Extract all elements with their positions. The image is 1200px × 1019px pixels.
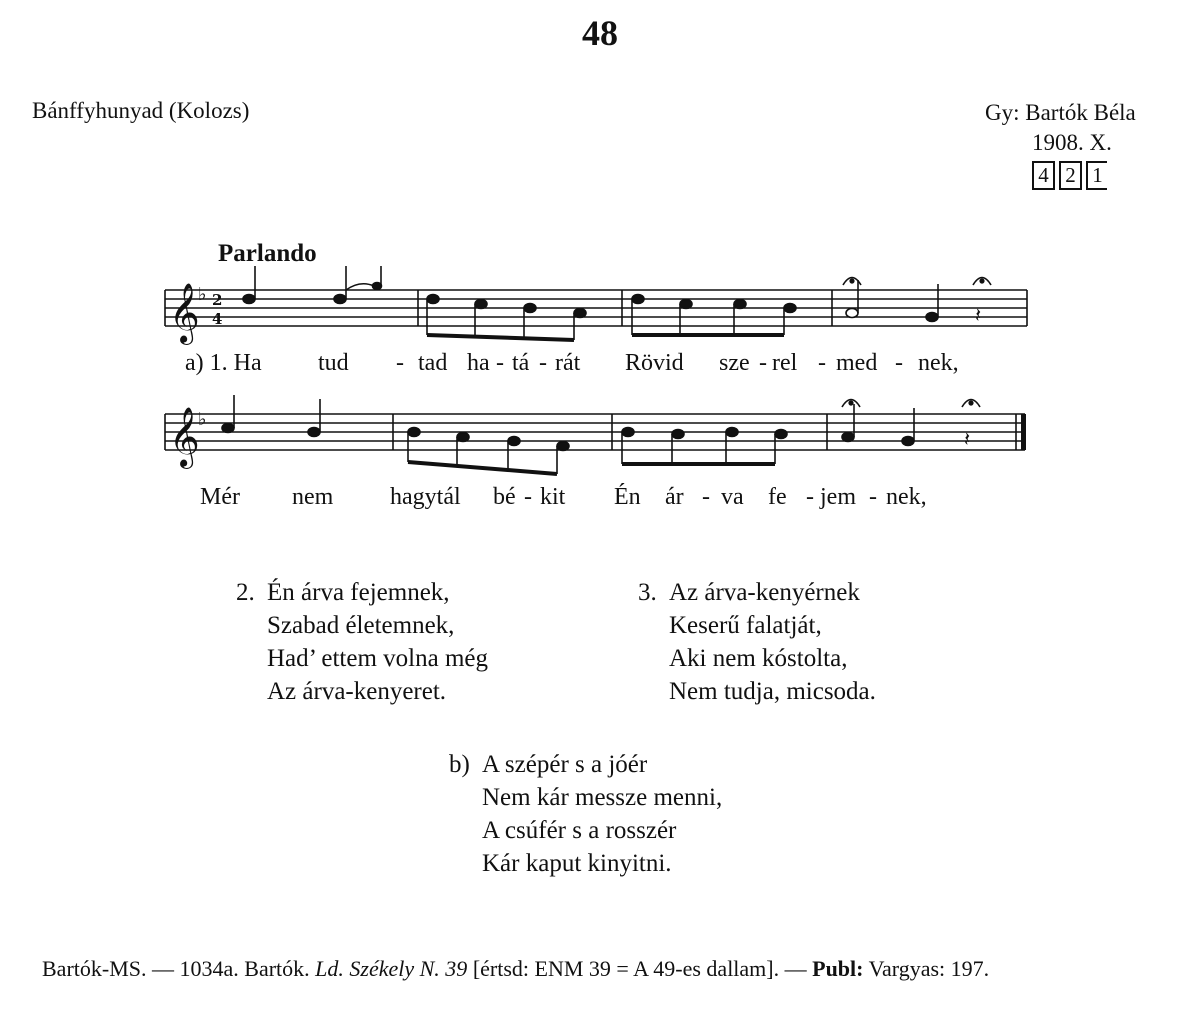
syllable: tá [512, 350, 530, 376]
publication-ref: Vargyas: 197. [863, 956, 990, 981]
syllable: ha [467, 350, 490, 376]
syllable: - [702, 484, 710, 510]
syllable: - [496, 350, 504, 376]
syllable: - [396, 350, 404, 376]
syllable: a) 1. Ha [185, 350, 262, 376]
svg-text:𝄞: 𝄞 [169, 407, 200, 467]
syllable: - [818, 350, 826, 376]
svg-text:𝄞: 𝄞 [169, 283, 200, 343]
svg-text:♭: ♭ [198, 284, 207, 305]
stanza-line: Az árva-kenyérnek [669, 579, 860, 606]
svg-text:𝄽: 𝄽 [975, 303, 982, 327]
class-box-2: 2 [1059, 161, 1082, 190]
syllable: rel [772, 350, 798, 376]
syllable: va [721, 484, 744, 510]
syllable: nem [292, 484, 334, 510]
stanza-number: 2. [236, 579, 255, 606]
stanza-line: Nem kár messze menni, [482, 784, 723, 811]
collection-place: Bánffyhunyad (Kolozs) [32, 98, 250, 123]
syllable: nek, [886, 484, 927, 510]
syllable: fe [768, 484, 787, 510]
syllable: sze [719, 350, 750, 376]
collection-date: 1908. X. [1032, 130, 1112, 155]
syllable: tad [418, 350, 448, 376]
source-note [42, 956, 989, 982]
source-reference: Ld. Székely N. 39 [315, 956, 468, 981]
syllable: tud [318, 350, 349, 376]
svg-text:4: 4 [212, 310, 223, 328]
svg-text:2: 2 [212, 291, 223, 309]
syllable: nek, [918, 350, 959, 376]
stanza-line: Aki nem kóstolta, [669, 645, 848, 672]
stanza-3 [638, 576, 876, 708]
class-box-1: 4 [1032, 161, 1055, 190]
stanza-line: A csúfér s a rosszér [482, 817, 677, 844]
stanza-line: Az árva-kenyeret. [267, 678, 447, 705]
svg-text:𝄽: 𝄽 [964, 427, 971, 451]
stanza-number: 3. [638, 579, 657, 606]
syllable: bé [493, 484, 516, 510]
svg-text:♭: ♭ [198, 409, 207, 430]
syllable: jem [820, 484, 856, 510]
stanza-line: Kár kaput kinyitni. [482, 850, 672, 877]
variant-b [449, 748, 722, 880]
stanza-line: Had’ ettem volna még [267, 645, 488, 672]
syllable: hagytál [390, 484, 461, 510]
page-number: 48 [582, 13, 618, 53]
syllable: Rövid [625, 350, 684, 376]
stanza-2 [236, 576, 488, 708]
syllable: - [895, 350, 903, 376]
syllable: - [524, 484, 532, 510]
syllable: rát [555, 350, 581, 376]
class-box-3: 1 [1086, 161, 1107, 190]
variant-label: b) [449, 751, 470, 778]
stanza-line: Én árva fejemnek, [267, 579, 450, 606]
syllable: Mér [200, 484, 240, 510]
source-text: [értsd: ENM 39 = A 49-es dallam]. — [467, 956, 813, 981]
syllable: kit [540, 484, 566, 510]
syllable: ár [665, 484, 684, 510]
syllable: - [759, 350, 767, 376]
stanza-line: Keserű falatját, [669, 612, 822, 639]
publication-label: Publ: [812, 956, 864, 981]
stanza-line: A szépér s a jóér [482, 751, 648, 778]
stanza-line: Nem tudja, micsoda. [669, 678, 876, 705]
tempo-marking: Parlando [218, 240, 317, 267]
syllable: - [869, 484, 877, 510]
syllable: - [539, 350, 547, 376]
syllable: - [806, 484, 814, 510]
stanza-line: Szabad életemnek, [267, 612, 455, 639]
collector-name: Gy: Bartók Béla [985, 100, 1136, 125]
source-text: Bartók-MS. — 1034a. Bartók. [42, 956, 316, 981]
syllable: Én [614, 484, 641, 510]
syllable: med [836, 350, 878, 376]
